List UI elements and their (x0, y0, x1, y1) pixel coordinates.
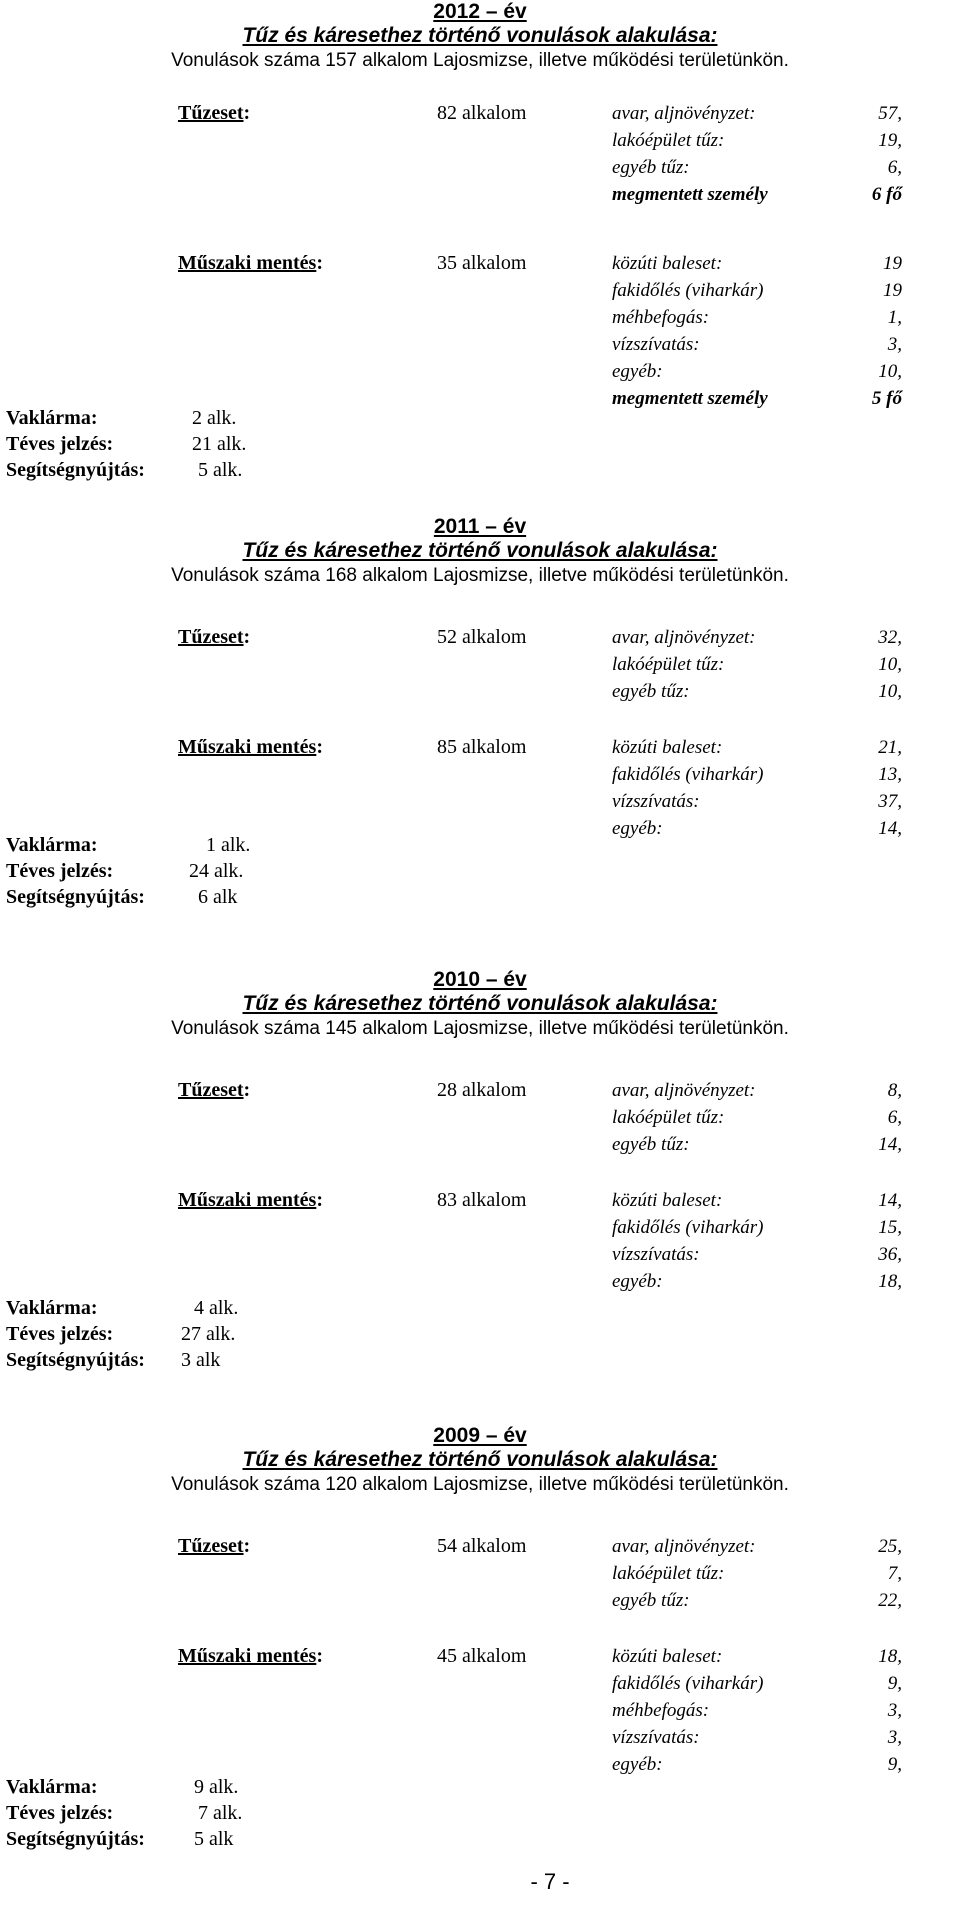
tuzeset-label-text: Tűzeset (178, 1079, 244, 1101)
muszaki-mentes-detail-row (612, 331, 902, 358)
tuzeset-detail-row (612, 1131, 902, 1158)
muszaki-mentes-detail-row (612, 1751, 902, 1778)
muszaki-mentes-count: 85 alkalom (437, 736, 527, 758)
detail-name: vízszívatás: (612, 1727, 700, 1748)
misc-value: 9 alk. (194, 1776, 239, 1798)
detail-name: fakidőlés (viharkár) (612, 764, 764, 785)
detail-name: közúti baleset: (612, 737, 723, 758)
detail-name: lakóépület tűz: (612, 654, 725, 675)
tuzeset-detail-row (612, 678, 902, 705)
detail-value: 9, (887, 1673, 902, 1694)
detail-name: egyéb tűz: (612, 1590, 690, 1611)
misc-name: Vaklárma: (6, 834, 98, 856)
section-year-heading (0, 968, 960, 992)
section-subtitle: Tűz és káresethez történő vonulások alakulása: (242, 539, 718, 562)
detail-value: 19, (878, 130, 902, 151)
detail-name: méhbefogás: (612, 1700, 710, 1721)
tuzeset-label: Tűzeset: (178, 626, 251, 648)
tuzeset-label: Tűzeset: (178, 1535, 251, 1557)
tuzeset-detail-row (612, 624, 902, 651)
muszaki-mentes-detail-row (612, 1643, 902, 1670)
muszaki-mentes-count: 83 alkalom (437, 1189, 527, 1211)
muszaki-mentes-label: Műszaki mentés: (178, 252, 323, 274)
detail-value: 9, (887, 1754, 902, 1775)
detail-value: 15, (878, 1217, 902, 1238)
detail-value: 13, (878, 764, 902, 785)
muszaki-mentes-detail-row (612, 815, 902, 842)
muszaki-mentes-detail-row (612, 358, 902, 385)
muszaki-mentes-detail-row (612, 1268, 902, 1295)
tuzeset-count: 54 alkalom (437, 1535, 527, 1557)
detail-value: 32, (878, 627, 902, 648)
detail-value: 19 (883, 253, 902, 274)
detail-name: közúti baleset: (612, 253, 723, 274)
section-year-heading (0, 0, 960, 24)
muszaki-mentes-label-text: Műszaki mentés (178, 1189, 317, 1211)
muszaki-mentes-label: Műszaki mentés: (178, 1645, 323, 1667)
detail-name: avar, aljnövényzet: (612, 1080, 756, 1101)
detail-value: 3, (887, 1727, 902, 1748)
muszaki-mentes-detail-row (612, 788, 902, 815)
misc-value: 24 alk. (189, 860, 244, 882)
tuzeset-detail-row (612, 1077, 902, 1104)
detail-name: egyéb tűz: (612, 1134, 690, 1155)
misc-value: 3 alk (181, 1349, 221, 1371)
detail-name: lakóépület tűz: (612, 1107, 725, 1128)
section-summary: Vonulások száma 120 alkalom Lajosmizse, illetve működési területünkön. (171, 1474, 789, 1495)
detail-name: lakóépület tűz: (612, 1563, 725, 1584)
detail-value: 10, (878, 654, 902, 675)
muszaki-mentes-detail-row (612, 1724, 902, 1751)
detail-value: 10, (878, 681, 902, 702)
misc-value: 5 alk. (198, 459, 243, 481)
detail-value: 36, (878, 1244, 902, 1265)
detail-name: fakidőlés (viharkár) (612, 1673, 764, 1694)
misc-value: 2 alk. (192, 407, 237, 429)
tuzeset-detail-row (612, 1104, 902, 1131)
detail-value: 1, (887, 307, 902, 328)
tuzeset-detail-row (612, 1587, 902, 1614)
misc-value: 7 alk. (198, 1802, 243, 1824)
detail-name: egyéb tűz: (612, 157, 690, 178)
misc-value: 1 alk. (206, 834, 251, 856)
tuzeset-detail-row (612, 1533, 902, 1560)
muszaki-mentes-label-text: Műszaki mentés (178, 252, 317, 274)
misc-value: 6 alk (198, 886, 238, 908)
detail-value: 10, (878, 361, 902, 382)
detail-name: vízszívatás: (612, 791, 700, 812)
detail-name: avar, aljnövényzet: (612, 627, 756, 648)
muszaki-mentes-label: Műszaki mentés: (178, 1189, 323, 1211)
muszaki-mentes-detail-row (612, 1670, 902, 1697)
section-year-heading (0, 1424, 960, 1448)
section-year: 2011 – év (433, 515, 527, 538)
muszaki-mentes-label: Műszaki mentés: (178, 736, 323, 758)
section-year-heading (0, 515, 960, 539)
detail-name: vízszívatás: (612, 334, 700, 355)
detail-value: 14, (878, 1134, 902, 1155)
tuzeset-detail-row (612, 127, 902, 154)
misc-name: Vaklárma: (6, 407, 98, 429)
tuzeset-label-text: Tűzeset (178, 626, 244, 648)
tuzeset-count: 82 alkalom (437, 102, 527, 124)
detail-name: közúti baleset: (612, 1190, 723, 1211)
detail-name: vízszívatás: (612, 1244, 700, 1265)
detail-name: egyéb: (612, 361, 663, 382)
misc-name: Segítségnyújtás: (6, 886, 145, 908)
detail-name: avar, aljnövényzet: (612, 103, 756, 124)
detail-value: 8, (887, 1080, 902, 1101)
detail-name: lakóépület tűz: (612, 130, 725, 151)
tuzeset-count: 28 alkalom (437, 1079, 527, 1101)
detail-value: 57, (878, 103, 902, 124)
tuzeset-label-text: Tűzeset (178, 1535, 244, 1557)
misc-name: Vaklárma: (6, 1297, 98, 1319)
detail-name: megmentett személy (612, 184, 768, 205)
detail-name: fakidőlés (viharkár) (612, 1217, 764, 1238)
misc-name: Téves jelzés: (6, 1323, 114, 1345)
muszaki-mentes-count: 35 alkalom (437, 252, 527, 274)
misc-value: 4 alk. (194, 1297, 239, 1319)
muszaki-mentes-count: 45 alkalom (437, 1645, 527, 1667)
detail-name: avar, aljnövényzet: (612, 1536, 756, 1557)
detail-value: 21, (878, 737, 902, 758)
section-year: 2012 – év (433, 0, 527, 23)
detail-value: 18, (878, 1646, 902, 1667)
muszaki-mentes-label-text: Műszaki mentés (178, 1645, 317, 1667)
detail-name: megmentett személy (612, 388, 768, 409)
detail-value: 5 fő (871, 388, 902, 409)
detail-name: méhbefogás: (612, 307, 710, 328)
detail-name: egyéb tűz: (612, 681, 690, 702)
page-number: - 7 - (530, 1869, 570, 1894)
section-subtitle: Tűz és káresethez történő vonulások alakulása: (242, 1448, 718, 1471)
detail-value: 6 fő (871, 184, 902, 205)
detail-value: 3, (887, 1700, 902, 1721)
muszaki-mentes-detail-row (612, 761, 902, 788)
detail-value: 18, (878, 1271, 902, 1292)
muszaki-mentes-detail-row (612, 1697, 902, 1724)
misc-name: Téves jelzés: (6, 860, 114, 882)
detail-name: fakidőlés (viharkár) (612, 280, 764, 301)
misc-value: 5 alk (194, 1828, 234, 1850)
muszaki-mentes-detail-row (612, 277, 902, 304)
detail-name: egyéb: (612, 1271, 663, 1292)
detail-value: 6, (887, 157, 902, 178)
detail-value: 14, (878, 1190, 902, 1211)
detail-value: 14, (878, 818, 902, 839)
misc-value: 21 alk. (192, 433, 247, 455)
detail-value: 19 (883, 280, 902, 301)
tuzeset-label-text: Tűzeset (178, 102, 244, 124)
tuzeset-detail-row (612, 100, 902, 127)
tuzeset-label: Tűzeset: (178, 102, 251, 124)
tuzeset-count: 52 alkalom (437, 626, 527, 648)
detail-value: 6, (887, 1107, 902, 1128)
detail-name: egyéb: (612, 1754, 663, 1775)
muszaki-mentes-detail-row (612, 250, 902, 277)
detail-value: 37, (878, 791, 902, 812)
misc-name: Segítségnyújtás: (6, 1828, 145, 1850)
tuzeset-detail-row (612, 181, 902, 208)
muszaki-mentes-detail-row (612, 734, 902, 761)
muszaki-mentes-detail-row (612, 385, 902, 412)
tuzeset-detail-row (612, 651, 902, 678)
misc-name: Vaklárma: (6, 1776, 98, 1798)
misc-value: 27 alk. (181, 1323, 236, 1345)
section-summary: Vonulások száma 168 alkalom Lajosmizse, illetve működési területünkön. (171, 565, 789, 586)
detail-value: 22, (878, 1590, 902, 1611)
section-summary: Vonulások száma 145 alkalom Lajosmizse, illetve működési területünkön. (171, 1018, 789, 1039)
detail-value: 25, (878, 1536, 902, 1557)
section-year: 2009 – év (433, 1424, 527, 1447)
section-summary: Vonulások száma 157 alkalom Lajosmizse, illetve működési területünkön. (171, 50, 789, 71)
muszaki-mentes-detail-row (612, 1187, 902, 1214)
tuzeset-label: Tűzeset: (178, 1079, 251, 1101)
muszaki-mentes-label-text: Műszaki mentés (178, 736, 317, 758)
misc-name: Segítségnyújtás: (6, 1349, 145, 1371)
section-subtitle: Tűz és káresethez történő vonulások alakulása: (242, 992, 718, 1015)
section-year: 2010 – év (433, 968, 527, 991)
tuzeset-detail-row (612, 1560, 902, 1587)
section-subtitle: Tűz és káresethez történő vonulások alakulása: (242, 24, 718, 47)
detail-name: közúti baleset: (612, 1646, 723, 1667)
misc-name: Téves jelzés: (6, 433, 114, 455)
detail-value: 3, (887, 334, 902, 355)
misc-name: Téves jelzés: (6, 1802, 114, 1824)
tuzeset-detail-row (612, 154, 902, 181)
misc-name: Segítségnyújtás: (6, 459, 145, 481)
muszaki-mentes-detail-row (612, 1214, 902, 1241)
detail-value: 7, (887, 1563, 902, 1584)
detail-name: egyéb: (612, 818, 663, 839)
muszaki-mentes-detail-row (612, 1241, 902, 1268)
muszaki-mentes-detail-row (612, 304, 902, 331)
